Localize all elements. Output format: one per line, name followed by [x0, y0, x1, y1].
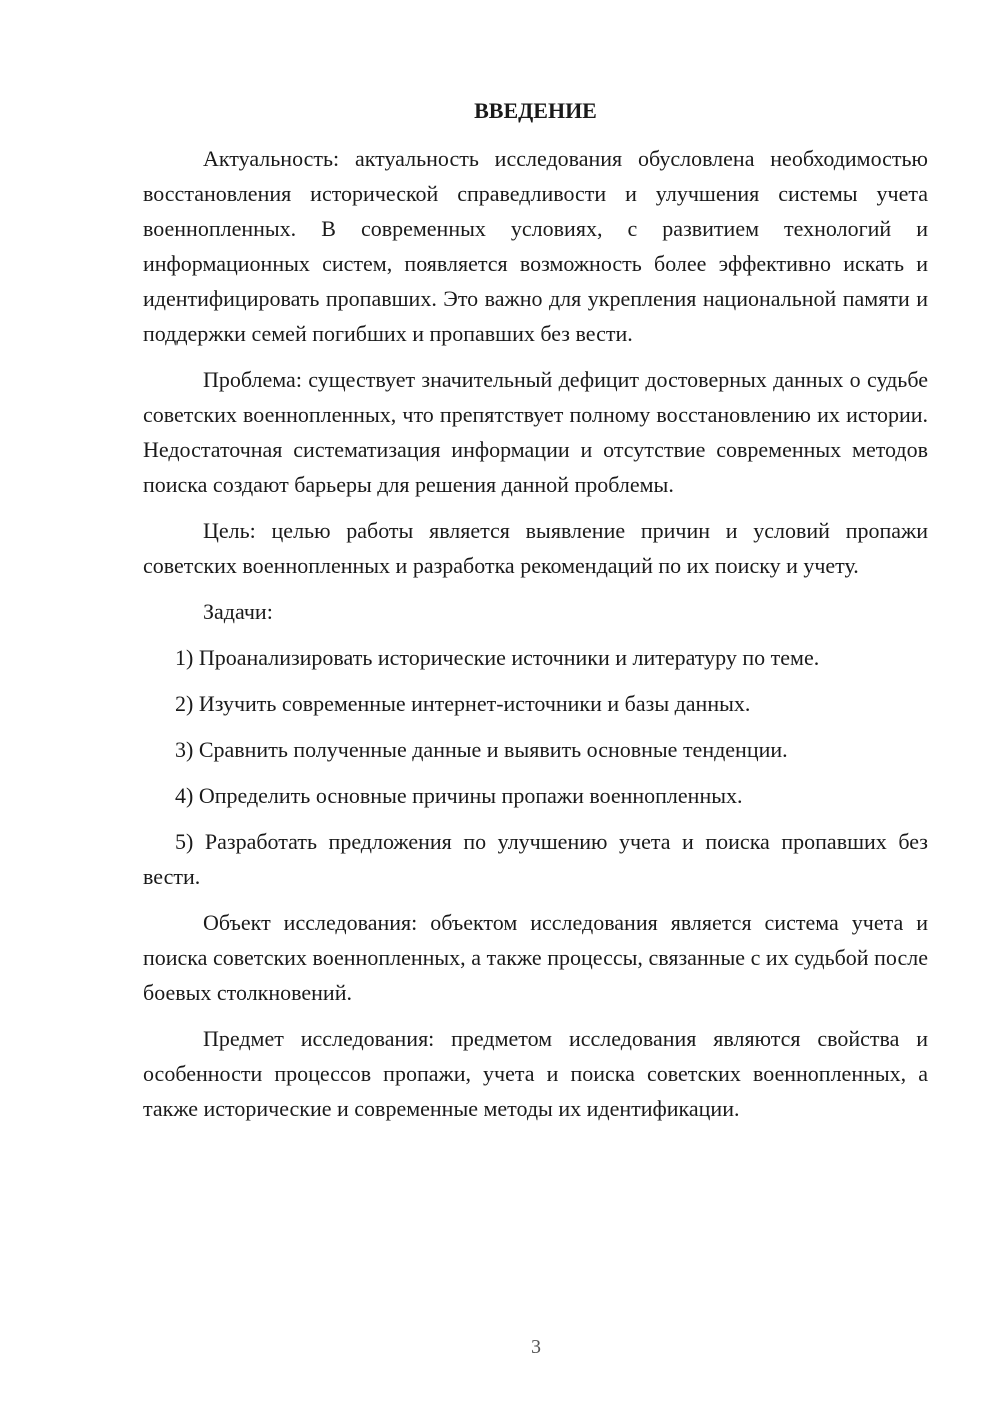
paragraph-subject: Предмет исследования: предметом исследования являются свойства и особенности процессов пропажи, учета и поиска советских военнопленных, а также исторические и современные методы их идентификации.	[143, 1026, 928, 1121]
paragraph-object: Объект исследования: объектом исследования является система учета и поиска советских военнопленных, а также процессы, связанные с их судьбой после боевых столкновений.	[143, 910, 928, 1005]
task-item-5: 5) Разработать предложения по улучшению учета и поиска пропавших без вести.	[143, 829, 928, 889]
paragraph-relevance: Актуальность: актуальность исследования обусловлена необходимостью восстановления исторической справедливости и улучшения системы учета военнопленных. В современных условиях, с развитием технологий и информационных систем, появляется возможность более эффективно искать и идентифицировать пропавших. Это важно для укрепления национальной памяти и поддержки семей погибших и пропавших без вести.	[143, 146, 928, 346]
paragraph-goal: Цель: целью работы является выявление причин и условий пропажи советских военнопленных и разработка рекомендаций по их поиску и учету.	[143, 518, 928, 578]
paragraph-problem: Проблема: существует значительный дефицит достоверных данных о судьбе советских военнопленных, что препятствует полному восстановлению их истории. Недостаточная систематизация информации и отсутствие современных методов поиска создают барьеры для решения данной проблемы.	[143, 367, 928, 497]
page-number: 3	[531, 1336, 541, 1358]
document-body	[143, 141, 928, 1137]
task-item-1: 1) Проанализировать исторические источники и литературу по теме.	[175, 645, 820, 670]
task-item-4: 4) Определить основные причины пропажи военнопленных.	[175, 783, 743, 808]
section-title: ВВЕДЕНИЕ	[474, 98, 597, 123]
paragraph-tasks-heading: Задачи:	[203, 599, 273, 624]
task-item-3: 3) Сравнить полученные данные и выявить основные тенденции.	[175, 737, 788, 762]
task-item-2: 2) Изучить современные интернет-источники и базы данных.	[175, 691, 751, 716]
